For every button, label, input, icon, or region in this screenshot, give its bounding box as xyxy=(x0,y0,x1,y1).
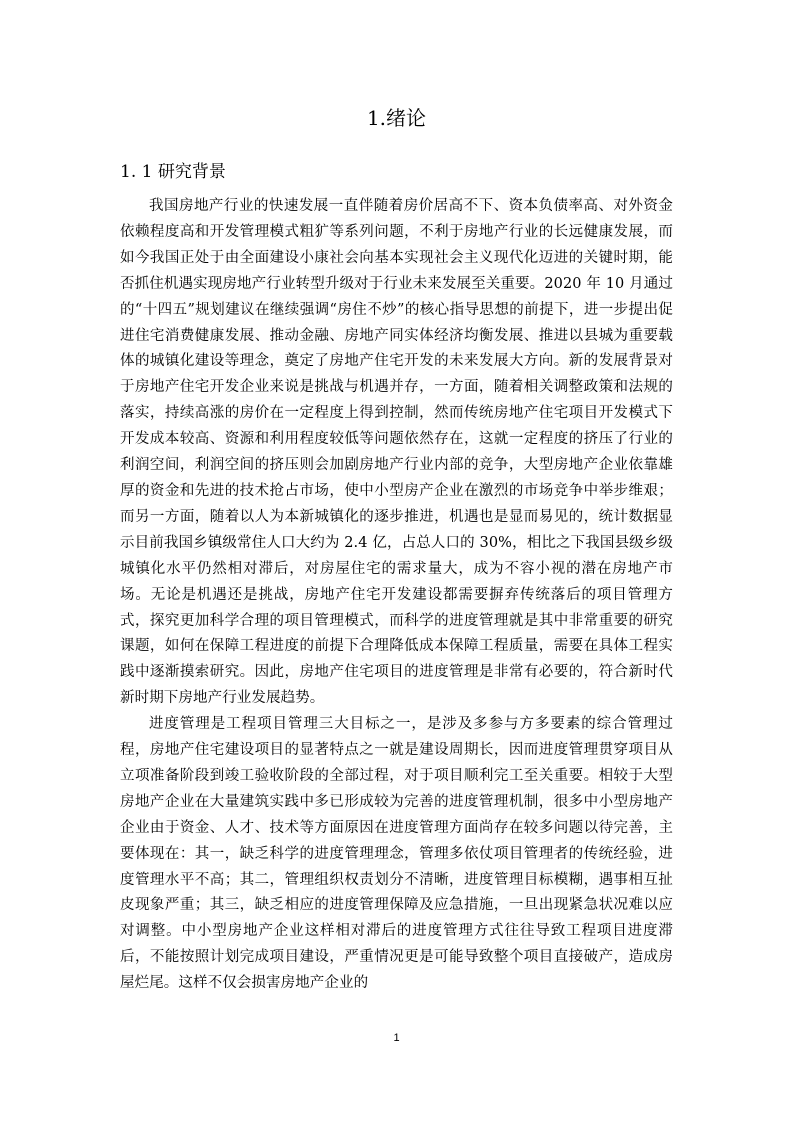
chapter-title: 1.绪论 xyxy=(366,106,427,130)
paragraph: 我国房地产行业的快速发展一直伴随着房价居高不下、资本负债率高、对外资金依赖程度高和开发管理模式粗犷等系列问题，不利于房地产行业的长远健康发展，而如今我国正处于由全面建设小康社会向基本实现社会主义现代化迈进的关键时期，能否抓住机遇实现房地产行业转型升级对于行业未来发展至关重要。2020 年 10 月通过的“十四五”规划建议在继续强调“房住不炒”的核心指导思想的前提下，进一步提出促进住宅消费健康发展、推动金融、房地产同实体经济均衡发展、推进以县城为重要载体的城镇化建设等理念，奠定了房地产住宅开发的未来发展大方向。新的发展背景对于房地产住宅开发企业来说是挑战与机遇并存，一方面，随着相关调整政策和法规的落实，持续高涨的房价在一定程度上得到控制，然而传统房地产住宅项目开发模式下开发成本较高、资源和利用程度较低等问题依然存在，这就一定程度的挤压了行业的利润空间，利润空间的挤压则会加剧房地产行业内部的竞争，大型房地产企业依靠雄厚的资金和先进的技术抢占市场，使中小型房产企业在激烈的市场竞争中举步维艰；而另一方面，随着以人为本新城镇化的逐步推进，机遇也是显而易见的，统计数据显示目前我国乡镇级常住人口大约为 2.4 亿，占总人口的 30%，相比之下我国县级乡级城镇化水平仍然相对滞后，对房屋住宅的需求量大，成为不容小视的潜在房地产市场。无论是机遇还是挑战，房地产住宅开发建设都需要摒弃传统落后的项目管理方式，探究更加科学合理的项目管理模式，而科学的进度管理就是其中非常重要的研究课题，如何在保障工程进度的前提下合理降低成本保障工程质量，需要在具体工程实践中逐渐摸索研究。因此，房地产住宅项目的进度管理是非常有必要的，符合新时代新时期下房地产行业发展趋势。 xyxy=(120,198,673,707)
paragraph: 进度管理是工程项目管理三大目标之一，是涉及多参与方多要素的综合管理过程，房地产住宅建设项目的显著特点之一就是建设周期长，因而进度管理贯穿项目从立项准备阶段到竣工验收阶段的全部过程，对于项目顺利完工至关重要。相较于大型房地产企业在大量建筑实践中多已形成较为完善的进度管理机制，很多中小型房地产企业由于资金、人才、技术等方面原因在进度管理方面尚存在较多问题以待完善，主要体现在：其一，缺乏科学的进度管理理念，管理多依仗项目管理者的传统经验，进度管理水平不高；其二，管理组织权责划分不清晰，进度管理目标模糊，遇事相互扯皮现象严重；其三，缺乏相应的进度管理保障及应急措施，一旦出现紧急状况难以应对调整。中小型房地产企业这样相对滞后的进度管理方式往往导致工程项目进度滞后，不能按照计划完成项目建设，严重情况更是可能导致整个项目直接破产，造成房屋烂尾。这样不仅会损害房地产企业的 xyxy=(120,716,673,992)
section-title: 1. 1 研究背景 xyxy=(120,162,226,182)
body-text xyxy=(120,194,673,997)
page-number: 1 xyxy=(393,1032,400,1044)
